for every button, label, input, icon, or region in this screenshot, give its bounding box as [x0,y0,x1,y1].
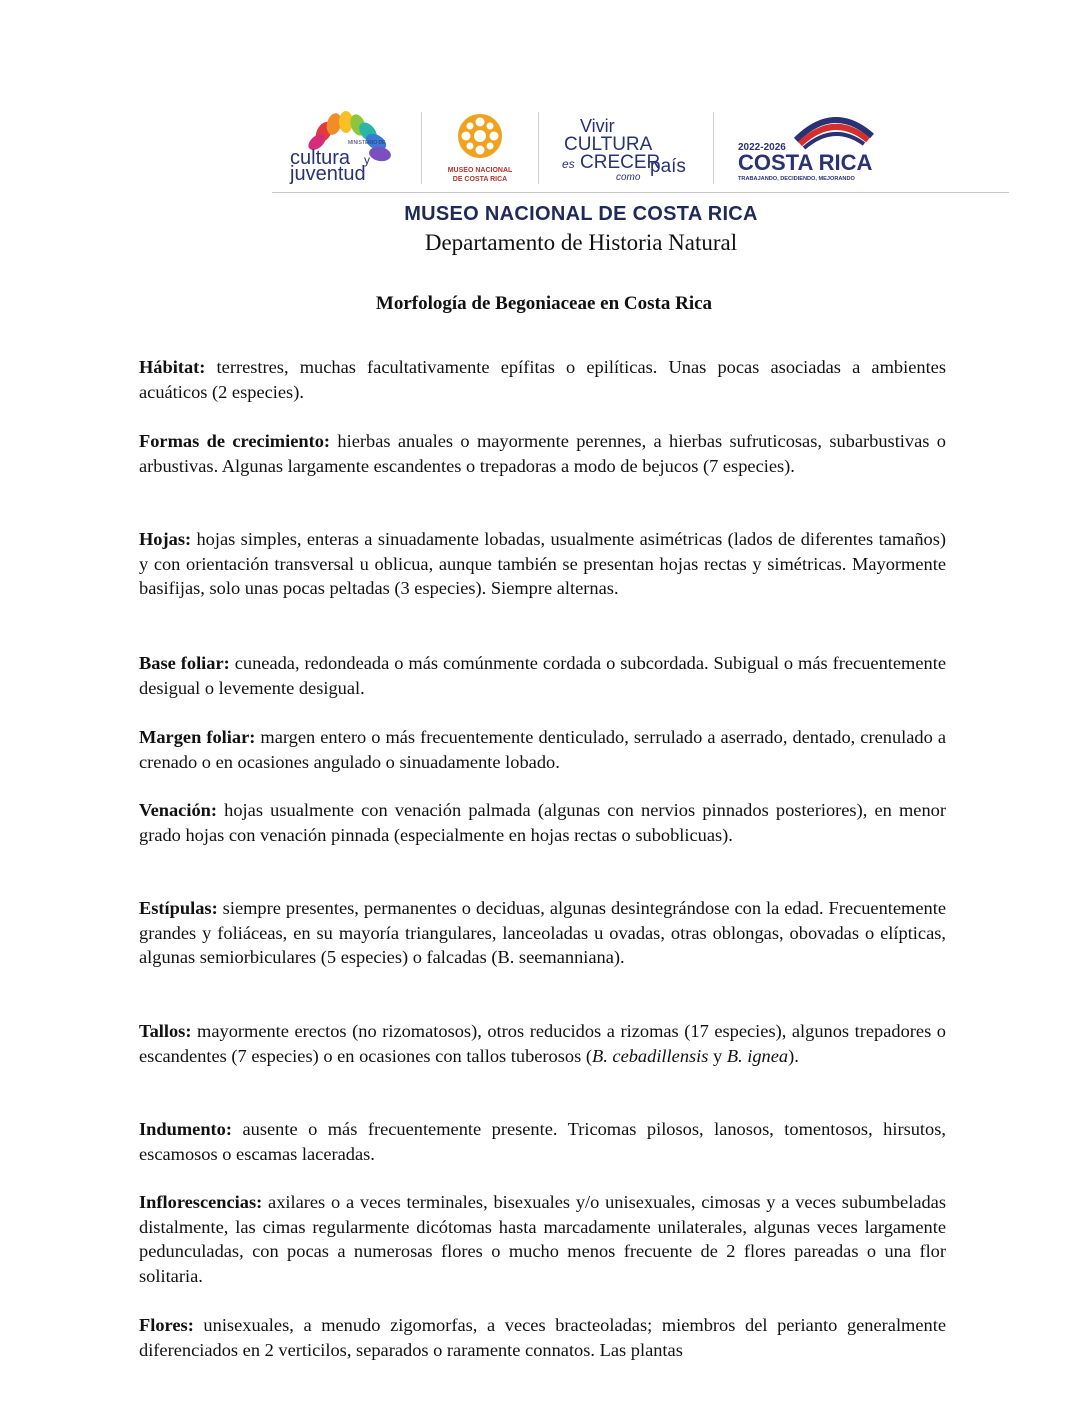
ministry-logo [284,110,402,184]
svg-text:TRABAJANDO, DECIDIENDO, MEJORA: TRABAJANDO, DECIDIENDO, MEJORANDO [738,176,855,182]
section-stems [139,1019,946,1068]
species-name: B. ignea [726,1045,789,1066]
section-text: unisexuales, a menudo zigomorfas, a veces bracteoladas; miembros del perianto generalmente diferenciados en 2 verticilos, separados o raramente connatos. Las plantas [139,1315,946,1360]
section-text: y [708,1045,727,1066]
section-flowers [139,1313,946,1362]
section-text: terrestres, muchas facultativamente epífitas o epilíticas. Unas pocas asociadas a ambientes acuáticos (2 especies). [139,357,946,402]
section-term: Tallos: [139,1021,192,1041]
government-logo [734,106,884,186]
section-venation [139,798,946,847]
section-term: Indumento: [139,1119,232,1139]
department-title: Departamento de Historia Natural [424,230,738,255]
section-leaf-base [139,651,946,700]
section-text: axilares o a veces terminales, bisexuales y/o unisexuales, cimosas y a veces subumbeladas distalmente, las cimas regularmente dicótomas hasta marcadamente unilaterales, algunas veces largamente pedunculadas, con pocas a numerosas flores o mucho menos frecuente de 2 flores pareadas o una flor solitaria. [139,1192,946,1286]
svg-text:Vivir: Vivir [580,116,615,136]
section-inflorescences [139,1190,946,1288]
svg-text:MINISTERIO DE: MINISTERIO DE [348,140,386,146]
section-term: Inflorescencias: [139,1192,263,1212]
museum-name: MUSEO NACIONAL DE COSTA RICA [404,203,758,225]
section-term: Margen foliar: [139,727,256,747]
section-term: Venación: [139,800,217,820]
svg-text:2022-2026: 2022-2026 [738,142,786,153]
section-text: hojas usualmente con venación palmada (algunas con nervios pinnados posteriores), en menor grado hojas con venación pinnada (especialmente en hojas rectas o suboblicuas). [139,800,946,845]
section-leaf-margin [139,725,946,774]
flag-arc-icon [796,120,872,148]
document-title: Morfología de Begoniaceae en Costa Rica [375,293,713,314]
logo-divider [713,112,714,184]
header-rule [272,192,1009,193]
section-habitat [139,355,946,404]
section-text: margen entero o más frecuentemente denticulado, serrulado a aserrado, dentado, crenulado a crenado o en ocasiones angulado o sinuadamente lobado. [139,727,946,772]
section-term: Flores: [139,1315,194,1335]
section-term: Hábitat: [139,357,206,377]
section-term: Base foliar: [139,653,230,673]
section-indument [139,1117,946,1166]
svg-text:y: y [364,153,370,167]
section-term: Hojas: [139,529,192,549]
svg-text:juventud: juventud [290,163,366,184]
svg-text:como: como [616,172,641,182]
section-text: ). [788,1045,799,1066]
museum-logo [438,108,522,188]
section-text: cuneada, redondeada o más comúnmente cordada o subcordada. Subigual o más frecuentemente desigual o levemente desigual. [139,653,946,698]
species-name: B. cebadillensis [591,1045,709,1066]
campaign-logo [556,112,696,182]
section-term: Estípulas: [139,898,218,918]
section-leaves [139,527,946,601]
section-text: hierbas anuales o mayormente perennes, a hierbas sufruticosas, subarbustivas o arbustivas. Algunas largamente escandentes o trepadoras a modo de bejucos (7 especies). [139,431,946,476]
section-text: hojas simples, enteras a sinuadamente lobadas, usualmente asimétricas (lados de diferentes tamaños) y con orientación transversal u oblicua, aunque también se presentan hojas rectas y simétricas. Mayormente basifijas, solo unas pocas peltadas (3 especies). Siempre alternas. [139,529,946,599]
logo-divider [421,112,422,184]
section-text: ausente o más frecuentemente presente. Tricomas pilosos, lanosos, tomentosos, hirsutos, escamosos o escamas laceradas. [139,1119,946,1164]
svg-text:cultura: cultura [290,147,351,169]
svg-text:COSTA RICA: COSTA RICA [738,150,873,175]
svg-text:país: país [650,156,686,177]
section-text: siempre presentes, permanentes o deciduas, algunas desintegrándose con la edad. Frecuentemente grandes y foliáceas, en su mayoría triangulares, lanceoladas u ovadas, otras oblongas, obovadas o elípticas, algunas semiorbiculares (5 especies) o falcadas (B. seemanniana). [139,898,946,968]
orange-flower-seal-icon [458,114,502,158]
svg-text:CULTURA: CULTURA [564,134,653,155]
section-text: mayormente erectos (no rizomatosos), otros reducidos a rizomas (17 especies), algunos trepadores o escandentes (7 especies) o en ocasiones con tallos tuberosos ( [139,1021,946,1066]
logo-divider [538,112,539,184]
svg-text:es: es [562,157,575,171]
section-stipules [139,896,946,970]
header-logos [0,100,1088,200]
svg-text:CRECER: CRECER [580,152,661,173]
svg-text:DE COSTA RICA: DE COSTA RICA [452,176,508,183]
section-term: Formas de crecimiento: [139,431,331,451]
section-growth-forms [139,429,946,478]
svg-text:MUSEO NACIONAL: MUSEO NACIONAL [447,167,513,174]
